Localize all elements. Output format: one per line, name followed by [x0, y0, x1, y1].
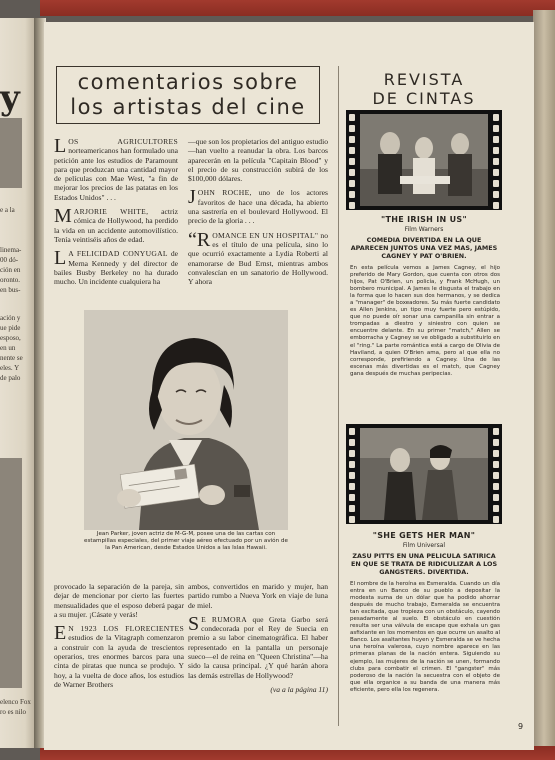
film-perforations-right — [490, 424, 502, 524]
previous-page-text-fragment: ro es nilo — [0, 708, 27, 716]
jean-parker-photo — [84, 310, 288, 530]
article-paragraph — [188, 582, 328, 610]
photo-caption: Jean Parker, joven actriz de M-G-M, posee una de las cartas con estampillas especiales, del primer viaje aéreo efectuado por un avión de la Pan American, desde Estados Unidos a las Islas Hawaii. — [84, 531, 288, 552]
previous-page-photo-fragment — [0, 118, 22, 188]
previous-page-logo-fragment: y — [0, 78, 20, 118]
drop-cap: L — [54, 135, 67, 157]
film-strip-1 — [346, 110, 502, 210]
film-perforation — [493, 191, 499, 198]
film-perforation — [493, 202, 499, 209]
article-column-1-continued — [54, 582, 184, 694]
revista-header — [344, 70, 504, 108]
previous-page-text-fragment: ue pide — [0, 324, 21, 332]
article-column-2-continued — [188, 582, 328, 694]
film-perforation — [349, 461, 355, 468]
previous-page-text-fragment: ción en — [0, 266, 21, 274]
paragraph-lead-in: E RUMORA — [201, 614, 247, 624]
magazine-page — [44, 22, 534, 750]
film-still-1 — [360, 114, 488, 206]
paragraph-lead-in: ARJORIE WHITE, — [73, 207, 149, 217]
film-perforation — [493, 428, 499, 435]
drop-cap: “R — [188, 228, 211, 251]
paragraph-text: no es el título de una película, sino lo que ocurrió exactamente a Lydia Roberti al enamorarse de Bud Ernst, mientras ambos convalescían en un sanatorio de Hollywood. Y ahora — [188, 230, 328, 287]
paragraph-text: uno de los actores favoritos de hace una década, ha abierto una sastrería en el boulevard Hollywood. El precio de la gloria . . . — [188, 188, 328, 226]
paragraph-text: actriz cómica de Hollywood, ha perdido la vida en un accidente automovilístico. Tenía veintiséis años de edad. — [54, 207, 178, 244]
drop-cap: E — [54, 622, 67, 645]
film-perforation — [493, 158, 499, 165]
film-perforation — [493, 114, 499, 121]
film-studio-2: Film Universal — [402, 542, 446, 549]
film-perforation — [349, 505, 355, 512]
film-headline-2: ZASU PITTS EN UNA PELICULA SATIRICA EN QUE SE TRATA DE RIDICULIZAR A LOS GANGSTERS. DIVERTIDA. — [350, 552, 498, 576]
film-perforation — [493, 505, 499, 512]
previous-page-text-fragment: elenco Fox — [0, 698, 31, 706]
film-perforation — [349, 147, 355, 154]
previous-page-text-fragment: linema- — [0, 246, 22, 254]
paragraph-text: que Greta Garbo será condecorada por el Rey de Suecia en premio a su labor cinematográfica. El haber representado en la pantalla un personaje sueco—el de reina en "Queen Christina"—ha sido la causa principal. ¿Y qué harán ahora las demás estrellas de Hollywood? — [188, 614, 328, 680]
film-perforation — [349, 483, 355, 490]
film-perforation — [493, 483, 499, 490]
article-column-2 — [188, 137, 328, 291]
film-perforation — [493, 516, 499, 523]
article-paragraph — [188, 188, 328, 225]
drop-cap: L — [54, 247, 67, 270]
paragraph-text: estudios de la Vitagraph comenzaron a construir con la ayuda de trescientos operarios, tres enormes barcos para una cinta de piratas que nunca se produjo. Y hoy, a la vuelta de doce años, los estudios de Warner Brothers — [54, 633, 184, 689]
previous-page-text-fragment: esposo, — [0, 334, 21, 342]
article-column-1 — [54, 137, 178, 291]
film-perforation — [349, 158, 355, 165]
article-paragraph — [188, 612, 328, 680]
revista-title-line-1: REVISTA — [383, 70, 465, 89]
film-perforation — [493, 461, 499, 468]
film-perforation — [349, 114, 355, 121]
film-perforation — [349, 439, 355, 446]
column-divider — [338, 66, 339, 726]
film-perforation — [493, 147, 499, 154]
article-paragraph — [54, 137, 178, 202]
revista-title-line-2: DE CINTAS — [372, 89, 476, 108]
previous-page-text-fragment: en un — [0, 344, 16, 352]
previous-page-text-fragment: en bus- — [0, 286, 21, 294]
article-title-line-2: los artistas del cine — [70, 95, 306, 119]
paragraph-text: provocado la separación de la pareja, sin dejar de mencionar por cierto las fuertes mensualidades que el esposo deberá pagar a su mujer. ¡Cásate y verás! — [54, 582, 184, 619]
paragraph-lead-in: OHN ROCHE, — [197, 188, 252, 198]
film-perforation — [349, 125, 355, 132]
film-perforation — [349, 202, 355, 209]
previous-page-text-fragment: de palo — [0, 374, 21, 382]
paragraph-text: de Merna Kennedy y del director de bailes Busby Berkeley no ha durado mucho. Un incidente cualquiera ha — [54, 249, 178, 287]
film-perforation — [349, 516, 355, 523]
previous-page-text-fragment: oronto. — [0, 276, 21, 284]
film-perforation — [493, 450, 499, 457]
previous-page-text-fragment: e a la — [0, 206, 15, 214]
film-studio-1: Film Warners — [404, 226, 444, 233]
drop-cap: M — [54, 205, 72, 228]
article-paragraph — [54, 249, 178, 286]
article-paragraph — [54, 207, 178, 244]
paragraph-lead-in: OS AGRICULTORES — [68, 137, 178, 146]
article-paragraph — [188, 228, 328, 287]
film-perforation — [349, 169, 355, 176]
previous-page-photo-fragment-2 — [0, 458, 22, 688]
drop-cap: S — [188, 612, 200, 635]
film-title-1: "THE IRISH IN US" — [381, 215, 467, 224]
drop-cap: J — [188, 186, 196, 209]
previous-page-strip — [0, 18, 36, 748]
article-header — [56, 66, 320, 124]
film-perforation — [493, 439, 499, 446]
film-perforation — [493, 125, 499, 132]
article-paragraph — [54, 624, 184, 689]
previous-page-text-fragment: nente se — [0, 354, 23, 362]
film-perforation — [493, 169, 499, 176]
binding-top-edge — [40, 0, 555, 16]
paragraph-text: ambos, convertidos en marido y mujer, han partido rumbo a Nueva York en viaje de luna de miel. — [188, 582, 328, 610]
film-review-2: El nombre de la heroína es Esmeralda. Cuando un día entra en un Banco de su pueblo a depositar la modesta suma de un dólar que ha podido ahorrar después de mucho trabajo, Esmeralda se encuentra tan excitada, que tropieza con un obstáculo, cayendo pesadamente al suelo. El obstáculo en cuestión resulta ser una válvula de escape que exhala un gas asfixiante en los momentos en que ocurre un asalto al Banco. Los asaltantes huyen y Esmeralda se ve hecha una heroína valerosa, cuyo nombre aparece en las primeras planas de la nación entera. Siguiendo su ejemplo, las mujeres de la nación se unen, formando clubs para combatir el crimen. El "gangster" más poderoso de la nación la secuestra con el objeto de que ella organice a su banda de una manera más eficiente, pero ella los regenera. — [350, 581, 500, 693]
binding-right-edge — [533, 10, 555, 750]
film-perforations-left — [346, 424, 358, 524]
paragraph-lead-in: OMANCE EN UN HOSPITAL" — [212, 230, 319, 240]
film-perforation — [493, 494, 499, 501]
continued-note: (va a la página 11) — [270, 684, 328, 694]
previous-page-text-fragment: eles. Y — [0, 364, 20, 372]
film-perforation — [349, 180, 355, 187]
paragraph-lead-in: N 1923 LOS FLORECIENTES — [68, 624, 184, 634]
paragraph-lead-in: A FELICIDAD CONYUGAL — [68, 249, 168, 259]
film-review-1: En esta película vemos a James Cagney, el hijo preferido de Mary Gordon, que cuenta con otros dos hijos, Pat O'Brien, un policía, y Frank McHugh, un bombero municipal. A James le disgusta el trabajo en la forma que lo hacen sus dos hermanos, y se dedica a "manager" de boxeadores. Su más fuerte candidato es Allen Jenkins, un tipo muy fuerte pero estúpido, que no puede oír sonar una campanilla sin entrar a trompadas a diestro y siniestro con quien se encuentre delante. En su primer "match," Allen se emborracha y Cagney se ve obligado a substituirlo en el "ring." La parte romántica está a cargo de Olivia de Haviland, a quien O'Brien ama, pero al que ella no corresponde, prefiriendo a Cagney. Una de las escenas más divertidas es el match, que Cagney gana después de muchas peripecias. — [350, 265, 500, 377]
film-perforation — [349, 191, 355, 198]
film-still-2 — [360, 428, 488, 520]
film-perforations-left — [346, 110, 358, 210]
previous-page-text-fragment: 00 dó- — [0, 256, 19, 264]
previous-page-text-fragment: ación y — [0, 314, 21, 322]
film-perforation — [349, 472, 355, 479]
film-perforations-right — [490, 110, 502, 210]
film-perforation — [349, 494, 355, 501]
film-perforation — [493, 136, 499, 143]
film-title-2: "SHE GETS HER MAN" — [372, 531, 476, 540]
film-perforation — [349, 136, 355, 143]
film-perforation — [493, 472, 499, 479]
paragraph-text: norteamericanos han formulado una petición ante los estudios de Paramount para que produzcan una cantidad mayor de películas con Mae West, "a fin de mejorar los precios de las patatas en los Estados Unidos" . . . — [54, 146, 178, 202]
page-number: 9 — [518, 722, 524, 731]
film-strip-2 — [346, 424, 502, 524]
film-perforation — [349, 428, 355, 435]
paragraph-text: —que son los propietarios del antiguo estudio—han vuelto a reanudar la obra. Los barcos aparecerán en la película "Capitain Blood" y el precio de su construcción subirá de los $100,000 dólares. — [188, 137, 328, 184]
film-perforation — [349, 450, 355, 457]
film-perforation — [493, 180, 499, 187]
film-headline-1: COMEDIA DIVERTIDA EN LA QUE APARECEN JUNTOS UNA VEZ MAS, JAMES CAGNEY Y PAT O'BRIEN. — [350, 236, 498, 260]
article-paragraph — [188, 137, 328, 183]
article-paragraph — [54, 582, 184, 619]
article-title-line-1: comentarios sobre — [77, 70, 299, 94]
